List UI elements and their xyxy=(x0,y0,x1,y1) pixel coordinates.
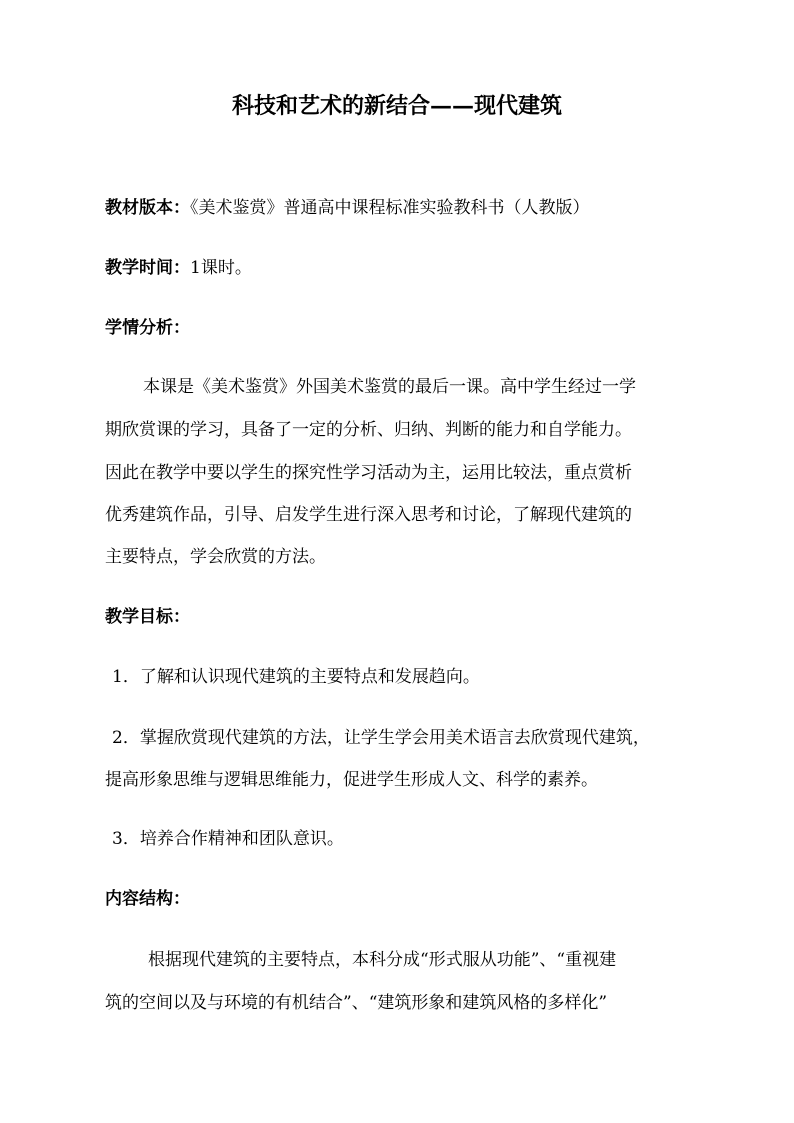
analysis-paragraph-line: 本课是《美术鉴赏》外国美术鉴赏的最后一课。高中学生经过一学 xyxy=(143,377,636,397)
goals-heading: 教学目标： xyxy=(105,607,190,627)
goal-item-continuation: 提高形象思维与逻辑思维能力，促进学生形成人文、科学的素养。 xyxy=(105,770,598,790)
edition-label: 教材版本： xyxy=(105,198,190,218)
time-label: 教学时间： xyxy=(105,258,190,278)
edition-line xyxy=(105,196,590,220)
structure-paragraph-line: 根据现代建筑的主要特点，本科分成“形式服从功能”、“重视建 xyxy=(148,950,617,970)
time-line xyxy=(105,256,252,280)
analysis-heading: 学情分析： xyxy=(105,318,190,338)
analysis-paragraph-line: 优秀建筑作品，引导、启发学生进行深入思考和讨论，了解现代建筑的 xyxy=(105,505,632,525)
structure-heading: 内容结构： xyxy=(105,889,190,909)
goal-item: 2．掌握欣赏现代建筑的方法，让学生学会用美术语言去欣赏现代建筑， xyxy=(112,728,650,748)
analysis-paragraph-line: 期欣赏课的学习，具备了一定的分析、归纳、判断的能力和自学能力。 xyxy=(105,420,632,440)
document-title: 科技和艺术的新结合——现代建筑 xyxy=(231,93,562,119)
structure-paragraph-line: 筑的空间以及与环境的有机结合”、“建筑形象和建筑风格的多样化” xyxy=(105,993,608,1013)
analysis-paragraph-line: 因此在教学中要以学生的探究性学习活动为主，运用比较法，重点赏析 xyxy=(105,463,632,483)
goal-item: 1．了解和认识现代建筑的主要特点和发展趋向。 xyxy=(112,667,480,687)
time-value: 1课时。 xyxy=(190,258,252,278)
analysis-paragraph-line: 主要特点，学会欣赏的方法。 xyxy=(105,547,326,567)
goal-item: 3．培养合作精神和团队意识。 xyxy=(112,829,344,849)
edition-value: 《美术鉴赏》普通高中课程标准实验教科书（人教版） xyxy=(190,198,590,218)
